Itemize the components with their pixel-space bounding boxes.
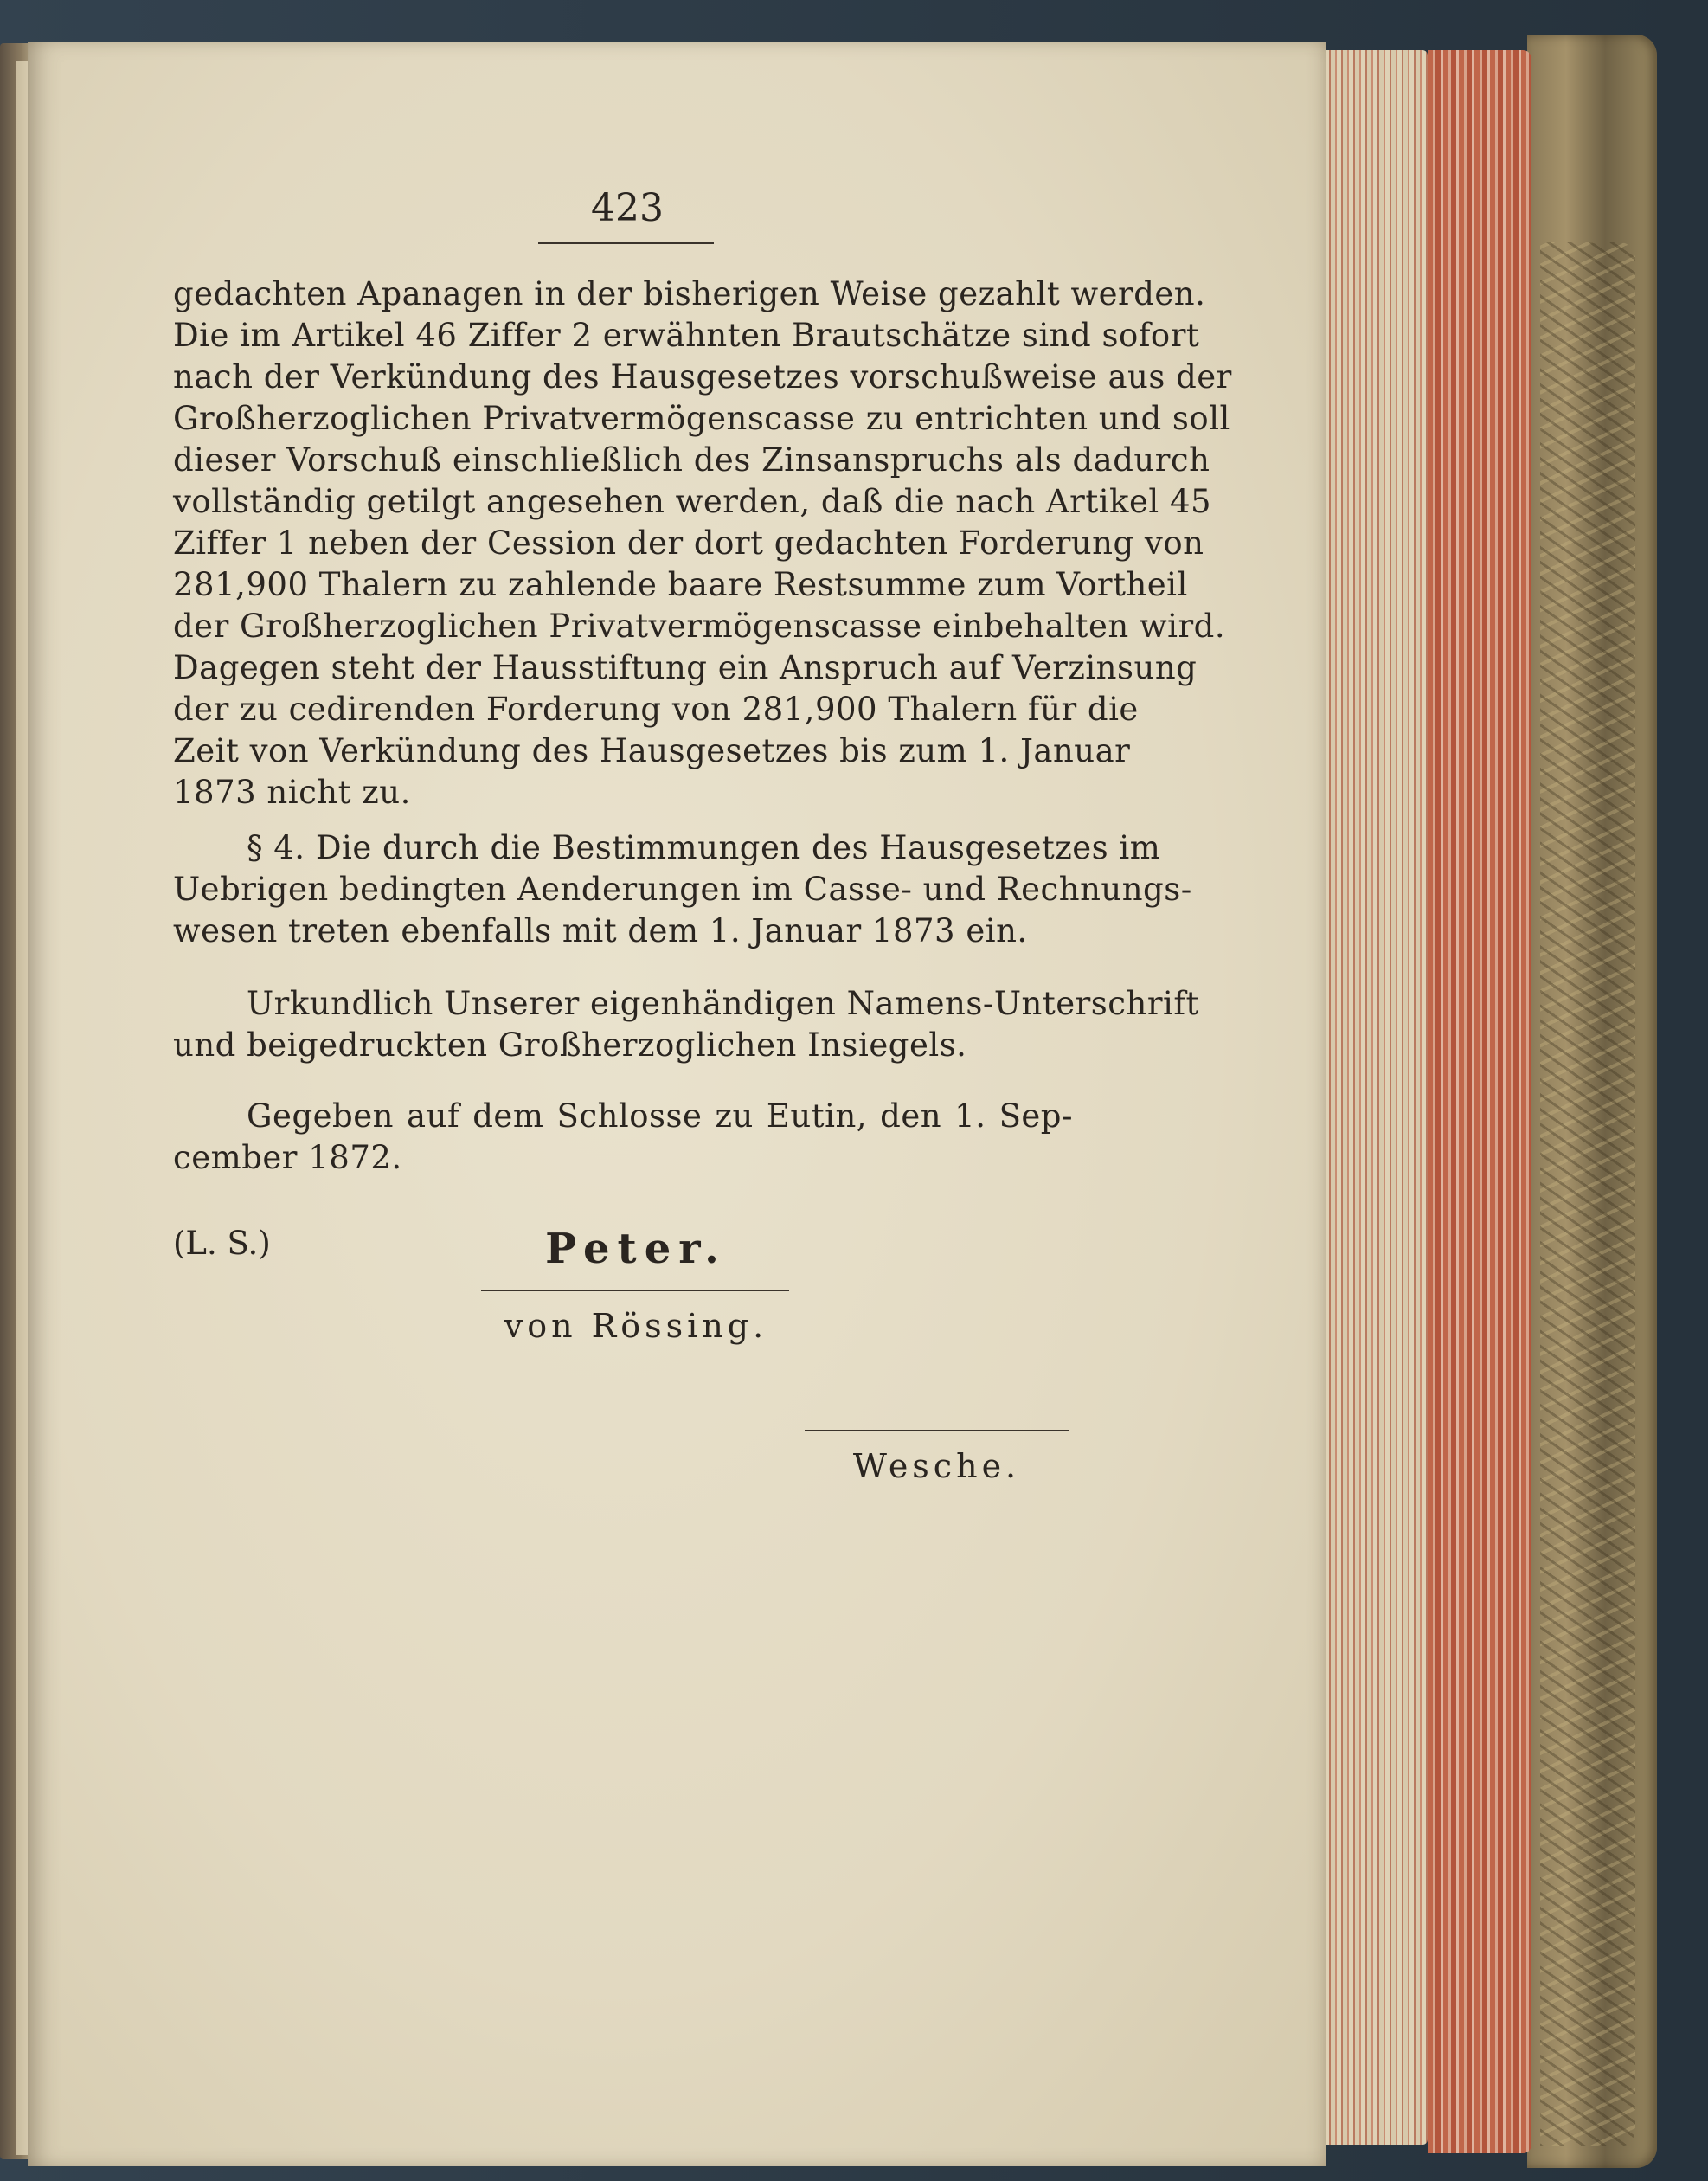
given-line: cember 1872. <box>173 1139 402 1176</box>
body-line: 1873 nicht zu. <box>173 774 411 811</box>
body-line: Die im Artikel 46 Ziffer 2 erwähnten Brautschätze sind sofort <box>173 317 1200 354</box>
body-line: der zu cedirenden Forderung von 281,900 Thalern für die <box>173 691 1139 728</box>
attestation-line: Urkundlich Unserer eigenhändigen Namens-Unterschrift <box>247 985 1199 1022</box>
body-line: Dagegen steht der Hausstiftung ein Anspruch auf Verzinsung <box>173 649 1198 686</box>
page-number-rule <box>538 242 714 244</box>
seal-mark: (L. S.) <box>173 1225 271 1262</box>
section-4-line: Uebrigen bedingten Aenderungen im Casse- und Rechnungs- <box>173 871 1192 908</box>
body-line: 281,900 Thalern zu zahlende baare Restsumme zum Vortheil <box>173 566 1188 603</box>
section-4-line: § 4. Die durch die Bestimmungen des Hausgesetzes im <box>247 829 1161 866</box>
marbled-cover-pattern <box>1540 242 1635 2146</box>
countersignature-rule <box>805 1430 1069 1431</box>
body-line: dieser Vorschuß einschließlich des Zinsanspruchs als dadurch <box>173 441 1210 479</box>
body-line: Großherzoglichen Privatvermögenscasse zu entrichten und soll <box>173 400 1230 437</box>
body-line: vollständig getilgt angesehen werden, daß die nach Artikel 45 <box>173 483 1212 520</box>
body-line: Zeit von Verkündung des Hausgesetzes bis zum 1. Januar <box>173 732 1131 769</box>
countersignature-roessing: von Rössing. <box>504 1307 768 1345</box>
body-line: nach der Verkündung des Hausgesetzes vorschußweise aus der <box>173 358 1232 396</box>
red-page-edges <box>1428 50 1531 2153</box>
attestation-line: und beigedruckten Großherzoglichen Insiegels. <box>173 1026 967 1064</box>
body-line: der Großherzoglichen Privatvermögenscasse einbehalten wird. <box>173 608 1226 645</box>
given-line: Gegeben auf dem Schlosse zu Eutin, den 1. Sep- <box>247 1097 1073 1135</box>
body-line: gedachten Apanagen in der bisherigen Weise gezahlt werden. <box>173 275 1206 312</box>
page-number: 423 <box>591 186 664 230</box>
signature-peter: Peter. <box>545 1225 727 1273</box>
signature-rule <box>481 1290 789 1291</box>
countersignature-wesche: Wesche. <box>852 1447 1021 1485</box>
body-line: Ziffer 1 neben der Cession der dort gedachten Forderung von <box>173 524 1204 562</box>
section-4-line: wesen treten ebenfalls mit dem 1. Januar 1873 ein. <box>173 912 1028 949</box>
